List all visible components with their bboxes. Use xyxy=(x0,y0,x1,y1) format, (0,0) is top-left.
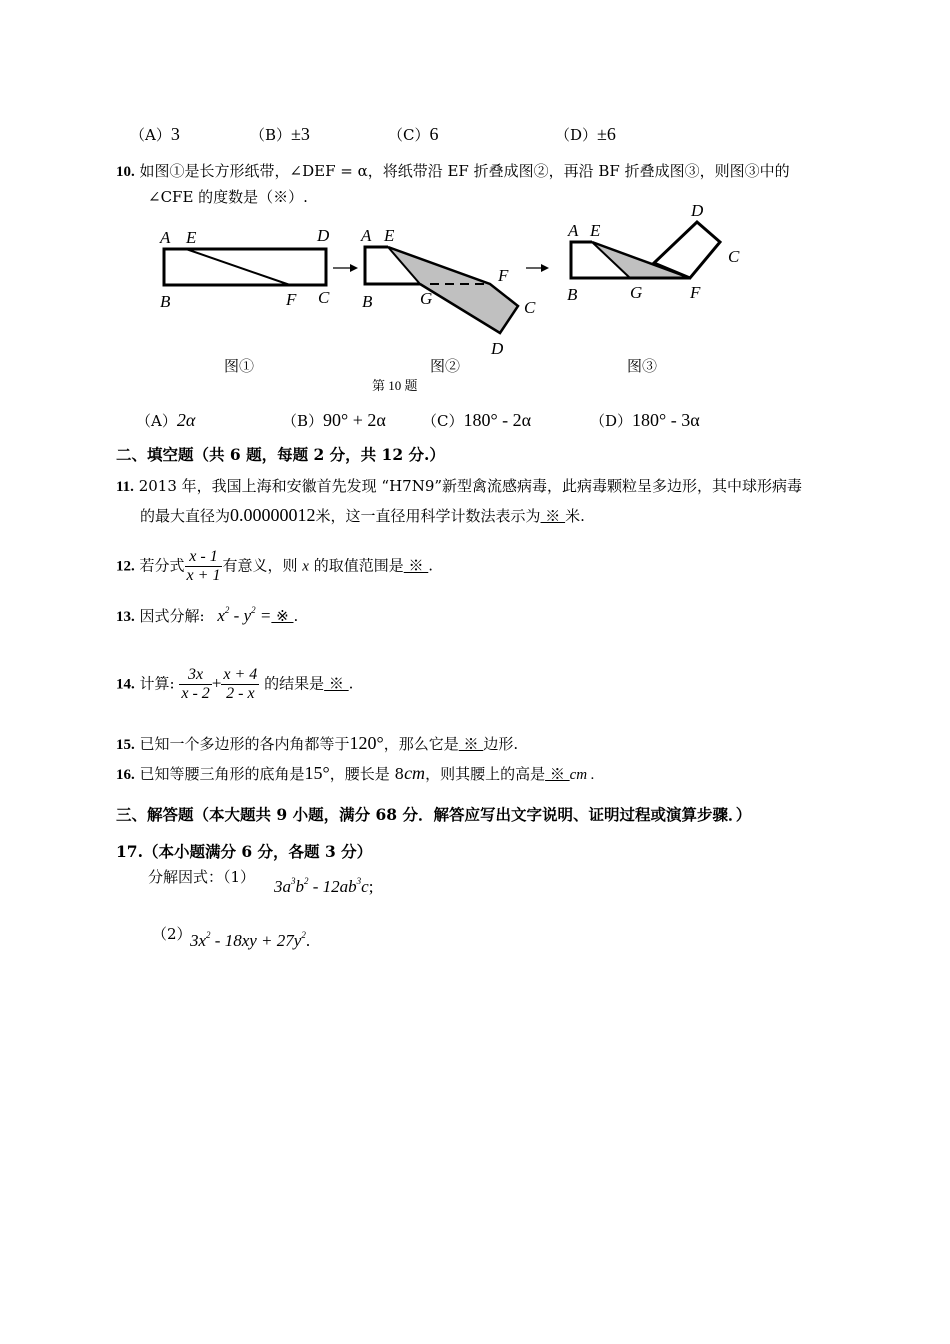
q10-line1: 10. 如图①是长方形纸带，∠DEF = α，将纸带沿 EF 折叠成图②，再沿 BF 折叠成图③，则图③中的 xyxy=(116,162,790,180)
fig3-label-F: F xyxy=(690,283,701,302)
fig1-label-F: F xyxy=(286,290,297,309)
fig2-caption: 图② xyxy=(430,359,461,375)
q14: 14. 计算: $\frac{3x}{x - 2}$ + $\frac{x + 4}{2 - x}$ 的结果是 ※ . xyxy=(116,666,354,702)
fig1-caption: 图① xyxy=(224,359,255,375)
q10-figure-caption: 第 10 题 xyxy=(372,378,418,393)
fig1-label-D: D xyxy=(317,226,330,245)
section2-title: 二、填空题（共 6 题，每题 2 分，共 12 分.） xyxy=(116,445,445,464)
q9-option-d: （D）±6 xyxy=(555,124,616,144)
q10-option-c: （C）180° - 2α xyxy=(422,410,532,430)
q16-blank[interactable]: ※ xyxy=(545,765,570,783)
q11-line1: 11. 2013 年，我国上海和安徽首先发现 “H7N9”新型禽流感病毒，此病毒颗粒呈多边形，其中球形病毒 xyxy=(116,477,803,495)
q10-line2: ∠CFE 的度数是（※）. xyxy=(148,188,308,206)
fig1-label-B: B xyxy=(160,292,171,311)
fig3-label-E: E xyxy=(590,221,601,240)
arrow-1-head xyxy=(350,264,358,272)
fig3-label-A: A xyxy=(568,221,579,240)
fig2-label-E: E xyxy=(384,226,395,245)
q13-blank[interactable]: ※ xyxy=(271,607,294,625)
fig1-label-C: C xyxy=(318,288,330,307)
fig2-label-A: A xyxy=(361,226,372,245)
fig3-label-C: C xyxy=(728,247,740,266)
q14-fraction-2: $\frac{x + 4}{2 - x}$ xyxy=(223,666,258,702)
arrow-2-head xyxy=(541,264,549,272)
q17-sub2-label: （2） xyxy=(152,925,192,943)
fig1-rectangle xyxy=(164,249,326,285)
q10-option-d: （D）180° - 3α xyxy=(590,410,700,430)
q11-line2: 的最大直径为0.00000012米，这一直径用科学计数法表示为 ※ 米. xyxy=(140,505,585,525)
fig2-label-B: B xyxy=(362,292,373,311)
fig2-label-D: D xyxy=(491,339,504,358)
q14-blank[interactable]: ※ xyxy=(324,674,349,693)
q15: 15. 已知一个多边形的各内角都等于120°，那么它是 ※ 边形. xyxy=(116,733,519,753)
fig3-label-D: D xyxy=(691,201,704,220)
fig1-label-A: A xyxy=(160,228,171,247)
q9-option-c: （C）6 xyxy=(388,124,439,144)
q12: 12. 若分式 $\frac{x - 1}{x + 1}$ 有意义，则 x 的取值范围是 ※ . xyxy=(116,548,434,584)
q15-blank[interactable]: ※ xyxy=(458,735,484,753)
q9-option-b: （B）±3 xyxy=(250,124,310,144)
q14-fraction-1: $\frac{3x}{x - 2}$ xyxy=(181,666,210,702)
fig1-label-E: E xyxy=(186,228,197,247)
fig3-label-B: B xyxy=(567,285,578,304)
q10-option-a: （A）2α xyxy=(136,410,196,430)
fig2-label-F: F xyxy=(498,266,509,285)
section3-title: 三、解答题（本大题共 9 小题，满分 68 分．解答应写出文字说明、证明过程或演算步骤．） xyxy=(116,805,752,824)
q12-fraction: $\frac{x - 1}{x + 1}$ xyxy=(186,548,221,584)
q17-expr-1: $3a^3b^2 - 12ab^3c$; xyxy=(274,876,374,896)
q13-expression: $x^2 - y^2$ = xyxy=(217,605,272,625)
q17-title: 17.（本小题满分 6 分，各题 3 分） xyxy=(116,842,373,861)
q16: 16. 已知等腰三角形的底角是15°，腰长是 8cm，则其腰上的高是 ※ cm . xyxy=(116,763,595,783)
fig3-label-G: G xyxy=(630,283,643,302)
q9-option-a: （A）3 xyxy=(130,124,180,144)
q17-expr-2: $3x^2 - 18xy + 27y^2$. xyxy=(190,930,311,950)
q13: 13. 因式分解: $x^2 - y^2$ = ※ . xyxy=(116,605,299,625)
q10-figures xyxy=(140,198,780,398)
q11-blank[interactable]: ※ xyxy=(540,507,566,525)
q12-blank[interactable]: ※ xyxy=(403,556,429,575)
fig3-caption: 图③ xyxy=(627,359,658,375)
fig2-label-G: G xyxy=(420,289,433,308)
q10-option-b: （B）90° + 2α xyxy=(282,410,386,430)
q17-intro: 分解因式：（1） xyxy=(148,868,256,886)
fig2-label-C: C xyxy=(524,298,536,317)
